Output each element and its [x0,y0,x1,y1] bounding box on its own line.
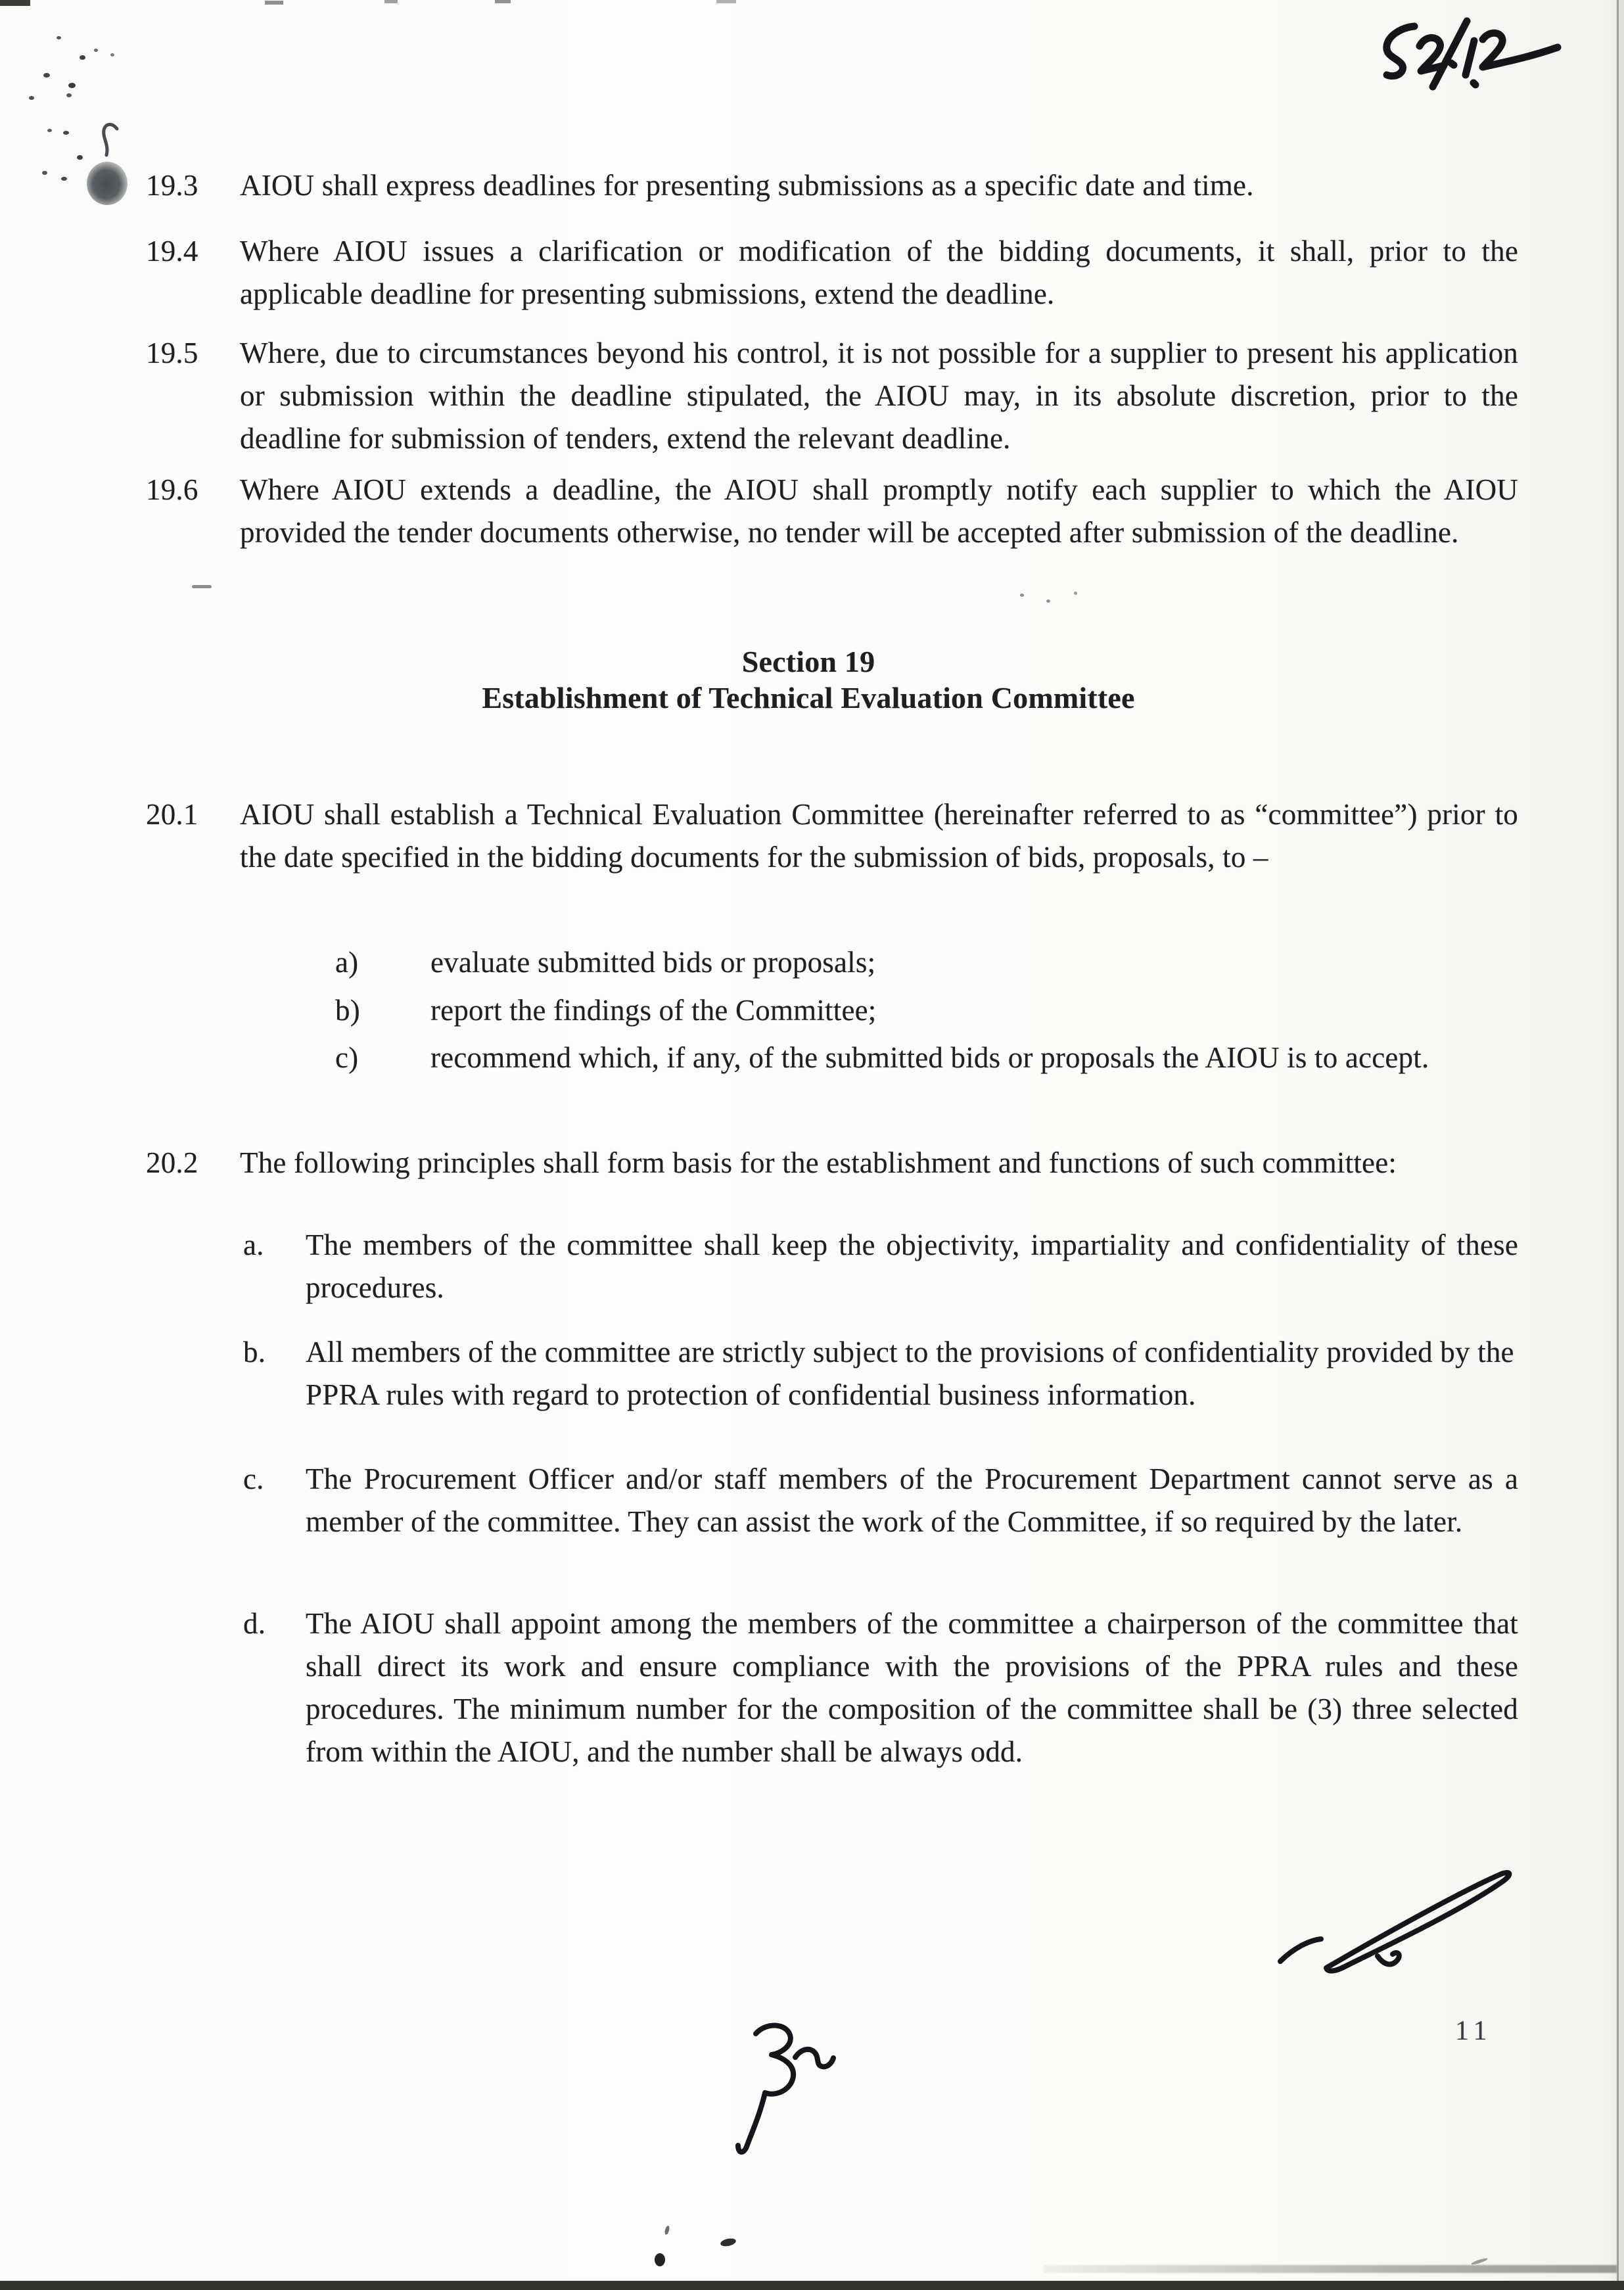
ink-speck [80,55,85,60]
scan-edge-mark [716,0,736,3]
ink-speck [720,2237,737,2248]
section-subtitle: Establishment of Technical Evaluation Committee [482,681,1135,714]
page-number: 11 [1455,2016,1493,2046]
list-item-d [243,1602,1518,1773]
clause-19-6 [146,469,1520,554]
ink-speck [57,36,61,39]
clause-text: AIOU shall express deadlines for presenting submissions as a specific date and time. [240,169,1254,202]
ink-blob [87,162,128,205]
signature-handwriting [1280,1873,1509,1971]
clause-text: Where, due to circumstances beyond his control, it is not possible for a supplier to present his application or submission within the deadline stipulated, the AIOU may, in its absolute discretion, prior to the deadline for submission of tenders, extend the relevant deadline. [240,337,1518,455]
list-item-c [243,1458,1518,1543]
clause-19-4 [146,230,1520,315]
list-item-text: The AIOU shall appoint among the members of the committee a chairperson of the committee that shall direct its work and ensure compliance with the provisions of the PPRA rules and these procedures. The minimum number for the composition of the committee shall be (3) three selected from within the AIOU, and the number shall be always odd. [306,1607,1518,1768]
ink-speck [655,2253,665,2266]
ink-speck [29,96,34,100]
list-item-b [243,1331,1518,1416]
scan-edge-mark [384,0,398,3]
clause-20-1 [146,793,1520,879]
ink-speck [1020,594,1024,597]
clause-text: Where AIOU extends a deadline, the AIOU shall promptly notify each supplier to which the AIOU provided the tender documents otherwise, no tender will be accepted after submission of the deadline. [240,473,1518,549]
list-marker: b) [335,994,360,1027]
clause-number: 20.1 [146,798,198,831]
scan-right-edge-line [1617,0,1619,2290]
ink-speck [110,53,114,57]
list-item-c [335,1037,1456,1079]
ink-speck [1074,592,1077,595]
list-marker: c. [243,1462,264,1495]
clause-number: 19.5 [146,337,198,369]
scan-bottom-streak [1044,2265,1617,2273]
list-marker: d. [243,1607,266,1640]
ink-speck [61,177,67,181]
list-item-b [335,989,1456,1032]
ink-speck [66,93,72,97]
clause-number: 20.2 [146,1146,198,1179]
clause-20-2 [146,1142,1520,1184]
ink-speck [63,131,69,135]
clause-text: Where AIOU issues a clarification or modification of the bidding documents, it shall, prior to the applicable deadline for presenting submissions, extend the deadline. [240,235,1518,310]
section-title: Section 19 [741,645,875,678]
scan-edge-mark [495,0,511,3]
scan-edge-mark [0,0,30,6]
clause-19-5 [146,332,1520,460]
ink-speck [43,73,50,78]
list-marker: b. [243,1336,266,1368]
list-item-text: report the findings of the Committee; [430,994,877,1027]
clause-number: 19.6 [146,473,198,506]
clause-number: 19.3 [146,169,198,202]
list-item-a [243,1224,1518,1309]
scan-edge-mark [265,1,283,5]
ink-speck [1046,599,1050,603]
ink-speck [1471,2257,1488,2266]
scan-bottom-edge [0,2281,1624,2290]
list-marker: a) [335,946,359,979]
ink-speck [77,155,83,160]
list-item-a [335,941,1456,984]
clause-text: AIOU shall establish a Technical Evaluation Committee (hereinafter referred to as “committee”) prior to the date specified in the bidding documents for the submission of bids, proposals, to – [240,798,1518,874]
list-item-text: All members of the committee are strictly subject to the provisions of confidentiality provided by the PPRA rules with regard to protection of confidential business information. [306,1336,1514,1411]
clause-19-3 [146,164,1520,207]
clause-number: 19.4 [146,235,198,268]
ink-speck [68,83,76,88]
list-item-text: The Procurement Officer and/or staff members of the Procurement Department cannot serve as a member of the committee. They can assist the work of the Committee, if so required by the later. [306,1462,1518,1538]
list-marker: c) [335,1041,359,1074]
ink-speck [42,171,47,175]
list-item-text: The members of the committee shall keep the objectivity, impartiality and confidentiality of these procedures. [306,1228,1518,1304]
list-marker: a. [243,1228,264,1261]
ink-speck [94,49,98,52]
scan-right-shadow [1619,0,1624,2290]
ink-speck [664,2225,670,2235]
clause-text: The following principles shall form basis for the establishment and functions of such committee: [240,1146,1397,1179]
handwritten-mark [738,2025,833,2152]
list-item-text: recommend which, if any, of the submitted bids or proposals the AIOU is to accept. [430,1041,1429,1074]
ink-speck [192,585,212,588]
list-item-text: evaluate submitted bids or proposals; [430,946,876,979]
ink-speck [47,129,52,132]
